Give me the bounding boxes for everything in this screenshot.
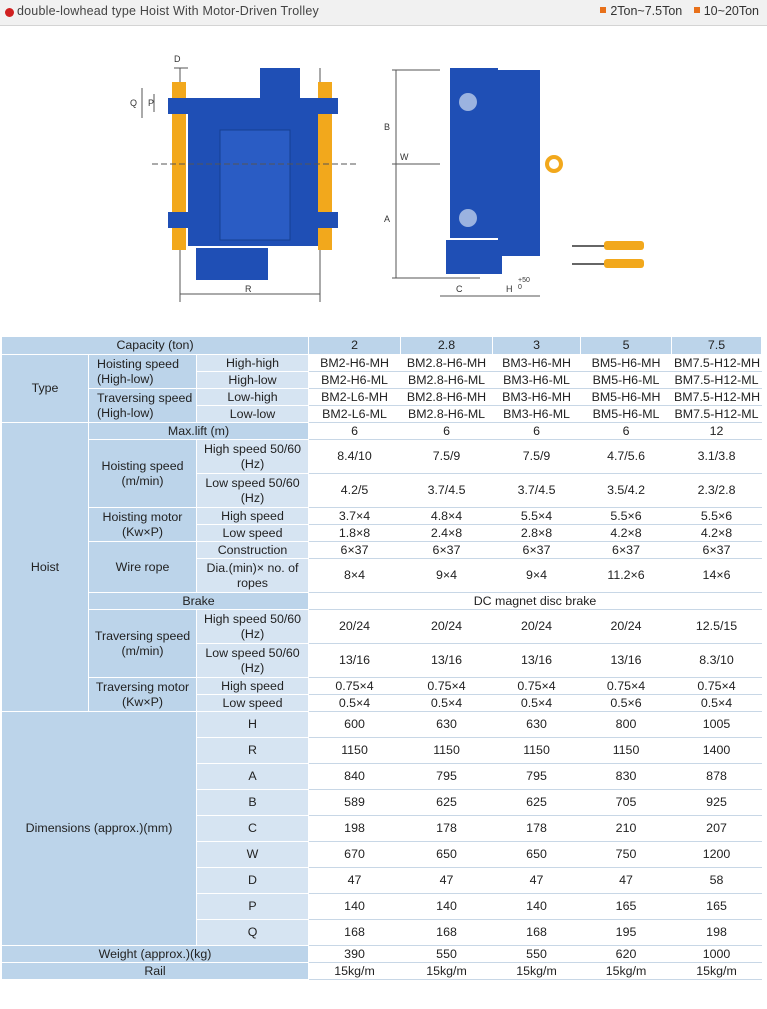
model-cell: BM3-H6-MH <box>493 389 581 406</box>
hoist-drawing <box>100 40 660 310</box>
mode-label: Low-high <box>197 389 309 406</box>
pendant-switch <box>572 241 644 268</box>
brake-row <box>2 593 762 610</box>
dimension-value: 198 <box>309 816 401 842</box>
trav-speed-value: 13/16 <box>581 644 672 678</box>
trav-motor-value: 0.75×4 <box>493 678 581 695</box>
dimension-value: 1200 <box>672 842 762 868</box>
model-cell: BM2.8-H6-MH <box>401 389 493 406</box>
dimension-value: 630 <box>401 712 493 738</box>
low-speed-hz-label: Low speed 50/60 (Hz) <box>197 474 309 508</box>
dimension-value: 207 <box>672 816 762 842</box>
trav-speed-value: 20/24 <box>493 610 581 644</box>
weight-row <box>2 946 762 963</box>
dimension-value: 705 <box>581 790 672 816</box>
maxlift-value: 6 <box>309 423 401 440</box>
trav-motor-high-row <box>2 678 762 695</box>
high-speed-hz-label: High speed 50/60 (Hz) <box>197 440 309 474</box>
hoist-motor-value: 5.5×6 <box>581 508 672 525</box>
dia-value: 11.2×6 <box>581 559 672 593</box>
hoist-motor-value: 1.8×8 <box>309 525 401 542</box>
trav-speed-value: 20/24 <box>581 610 672 644</box>
page-title: double-lowhead type Hoist With Motor-Driven Trolley <box>17 4 319 18</box>
hoist-speed-value: 3.7/4.5 <box>401 474 493 508</box>
model-cell: BM2.8-H6-ML <box>401 372 493 389</box>
dia-value: 9×4 <box>493 559 581 593</box>
wire-rope-label: Wire rope <box>89 542 197 593</box>
trav-speed-value: 13/16 <box>401 644 493 678</box>
dimensions-section <box>2 712 762 946</box>
hoist-speed-value: 2.3/2.8 <box>672 474 762 508</box>
dimension-key: C <box>197 816 309 842</box>
hoist-speed-value: 4.2/5 <box>309 474 401 508</box>
model-cell: BM3-H6-MH <box>493 355 581 372</box>
dimension-value: 58 <box>672 868 762 894</box>
dim-h-label: H <box>506 284 513 294</box>
model-cell: BM5-H6-ML <box>581 406 672 423</box>
rail-value: 15kg/m <box>581 963 672 980</box>
dimension-key: A <box>197 764 309 790</box>
trav-motor-value: 0.5×4 <box>672 695 762 712</box>
hoist-speed-value: 3.7/4.5 <box>493 474 581 508</box>
model-cell: BM2-H6-ML <box>309 372 401 389</box>
model-cell: BM7.5-H12-ML <box>672 372 762 389</box>
construction-value: 6×37 <box>309 542 401 559</box>
model-cell: BM5-H6-ML <box>581 372 672 389</box>
hoist-motor-value: 5.5×6 <box>672 508 762 525</box>
side-view <box>384 68 561 296</box>
maxlift-value: 12 <box>672 423 762 440</box>
rail-value: 15kg/m <box>493 963 581 980</box>
dia-value: 14×6 <box>672 559 762 593</box>
dimension-value: 1005 <box>672 712 762 738</box>
maxlift-row <box>2 423 762 440</box>
dimension-value: 1150 <box>581 738 672 764</box>
construction-value: 6×37 <box>401 542 493 559</box>
model-cell: BM2-L6-MH <box>309 389 401 406</box>
weight-value: 390 <box>309 946 401 963</box>
weight-value: 550 <box>493 946 581 963</box>
dimension-key: Q <box>197 920 309 946</box>
dimension-value: 140 <box>309 894 401 920</box>
tolerance-plus-label: +50 <box>518 277 530 284</box>
construction-row <box>2 542 762 559</box>
trav-motor-value: 0.5×6 <box>581 695 672 712</box>
capacity-links <box>592 4 759 18</box>
hoist-motor-value: 3.7×4 <box>309 508 401 525</box>
maxlift-value: 6 <box>581 423 672 440</box>
square-bullet-icon <box>694 7 700 13</box>
dim-d-label: D <box>174 54 181 64</box>
dimension-key: D <box>197 868 309 894</box>
dimension-value: 178 <box>401 816 493 842</box>
dimension-value: 600 <box>309 712 401 738</box>
weight-value: 550 <box>401 946 493 963</box>
dimension-value: 750 <box>581 842 672 868</box>
dimension-value: 198 <box>672 920 762 946</box>
link-10-20-ton[interactable]: 10~20Ton <box>694 4 759 18</box>
square-bullet-icon <box>600 7 606 13</box>
dimension-value: 925 <box>672 790 762 816</box>
low-speed-label: Low speed <box>197 525 309 542</box>
dimension-value: 1150 <box>401 738 493 764</box>
trav-motor-value: 0.5×4 <box>401 695 493 712</box>
hoist-motor-high-row <box>2 508 762 525</box>
dimension-key: B <box>197 790 309 816</box>
dimension-value: 168 <box>401 920 493 946</box>
hoist-speed-value: 4.7/5.6 <box>581 440 672 474</box>
dimension-value: 195 <box>581 920 672 946</box>
dimension-value: 178 <box>493 816 581 842</box>
weight-value: 1000 <box>672 946 762 963</box>
dimension-value: 800 <box>581 712 672 738</box>
dimension-value: 795 <box>401 764 493 790</box>
dia-value: 8×4 <box>309 559 401 593</box>
high-speed-label: High speed <box>197 508 309 525</box>
model-cell: BM5-H6-MH <box>581 389 672 406</box>
hoist-speed-value: 7.5/9 <box>493 440 581 474</box>
traversing-motor-label: Traversing motor (Kw×P) <box>89 678 197 712</box>
dimension-value: 47 <box>493 868 581 894</box>
dia-label: Dia.(min)× no. of ropes <box>197 559 309 593</box>
dimensions-label: Dimensions (approx.)(mm) <box>2 712 197 946</box>
front-view <box>130 54 358 302</box>
construction-value: 6×37 <box>672 542 762 559</box>
rail-row <box>2 963 762 980</box>
hoisting-speed-hl-label: Hoisting speed (High-low) <box>89 355 197 389</box>
dimension-key: P <box>197 894 309 920</box>
capacity-value: 3 <box>493 337 581 355</box>
rail-value: 15kg/m <box>401 963 493 980</box>
dimension-value: 47 <box>401 868 493 894</box>
dimension-value: 625 <box>493 790 581 816</box>
model-cell: BM3-H6-ML <box>493 372 581 389</box>
model-cell: BM5-H6-MH <box>581 355 672 372</box>
dimension-value: 878 <box>672 764 762 790</box>
dimension-value: 168 <box>309 920 401 946</box>
rail-label: Rail <box>2 963 309 980</box>
dimension-value: 140 <box>493 894 581 920</box>
type-row <box>2 355 762 372</box>
trav-motor-value: 0.75×4 <box>581 678 672 695</box>
hoist-speed-value: 3.5/4.2 <box>581 474 672 508</box>
high-speed-hz-label: High speed 50/60 (Hz) <box>197 610 309 644</box>
trav-motor-value: 0.5×4 <box>493 695 581 712</box>
dim-b-label: B <box>384 122 391 132</box>
dimension-key: H <box>197 712 309 738</box>
trav-speed-value: 13/16 <box>493 644 581 678</box>
model-cell: BM2-L6-ML <box>309 406 401 423</box>
trav-motor-value: 0.5×4 <box>309 695 401 712</box>
type-label: Type <box>2 355 89 423</box>
hoist-speed-value: 7.5/9 <box>401 440 493 474</box>
capacity-value: 7.5 <box>672 337 762 355</box>
trav-motor-value: 0.75×4 <box>401 678 493 695</box>
dimension-value: 1150 <box>493 738 581 764</box>
weight-label: Weight (approx.)(kg) <box>2 946 309 963</box>
maxlift-value: 6 <box>493 423 581 440</box>
capacity-value: 2.8 <box>401 337 493 355</box>
hoist-label: Hoist <box>2 423 89 712</box>
traversing-speed-label: Traversing speed (m/min) <box>89 610 197 678</box>
hoist-motor-value: 2.8×8 <box>493 525 581 542</box>
model-cell: BM7.5-H12-ML <box>672 406 762 423</box>
hoist-motor-value: 4.2×8 <box>672 525 762 542</box>
trav-motor-value: 0.75×4 <box>672 678 762 695</box>
dimension-value: 47 <box>309 868 401 894</box>
dimension-value: 168 <box>493 920 581 946</box>
traversing-speed-hl-label: Traversing speed (High-low) <box>89 389 197 423</box>
dimension-value: 210 <box>581 816 672 842</box>
trav-speed-value: 8.3/10 <box>672 644 762 678</box>
tolerance-zero-label: 0 <box>518 284 522 291</box>
model-cell: BM7.5-H12-MH <box>672 389 762 406</box>
construction-value: 6×37 <box>493 542 581 559</box>
hoist-motor-value: 4.8×4 <box>401 508 493 525</box>
rail-value: 15kg/m <box>672 963 762 980</box>
title-bar <box>0 0 767 26</box>
dia-value: 9×4 <box>401 559 493 593</box>
trav-speed-value: 13/16 <box>309 644 401 678</box>
low-speed-label: Low speed <box>197 695 309 712</box>
dimension-value: 1400 <box>672 738 762 764</box>
brake-label: Brake <box>89 593 309 610</box>
dimension-value: 1150 <box>309 738 401 764</box>
trav-speed-high-row <box>2 610 762 644</box>
model-cell: BM2-H6-MH <box>309 355 401 372</box>
maxlift-value: 6 <box>401 423 493 440</box>
dim-p-label: P <box>148 98 155 108</box>
weight-value: 620 <box>581 946 672 963</box>
dimension-value: 840 <box>309 764 401 790</box>
dimension-value: 650 <box>493 842 581 868</box>
brake-value: DC magnet disc brake <box>309 593 762 610</box>
hoist-motor-value: 5.5×4 <box>493 508 581 525</box>
construction-value: 6×37 <box>581 542 672 559</box>
link-2-7-5-ton[interactable]: 2Ton~7.5Ton <box>600 4 682 18</box>
type-row <box>2 389 762 406</box>
hoist-speed-value: 3.1/3.8 <box>672 440 762 474</box>
model-cell: BM2.8-H6-MH <box>401 355 493 372</box>
dim-a-label: A <box>384 214 391 224</box>
model-cell: BM7.5-H12-MH <box>672 355 762 372</box>
capacity-label: Capacity (ton) <box>2 337 309 355</box>
dim-w-label: W <box>400 152 409 162</box>
bullet-icon <box>5 8 14 17</box>
capacity-value: 5 <box>581 337 672 355</box>
high-speed-label: High speed <box>197 678 309 695</box>
trav-motor-value: 0.75×4 <box>309 678 401 695</box>
dimension-key: W <box>197 842 309 868</box>
mode-label: High-high <box>197 355 309 372</box>
low-speed-hz-label: Low speed 50/60 (Hz) <box>197 644 309 678</box>
dimension-value: 650 <box>401 842 493 868</box>
dimension-value: 165 <box>672 894 762 920</box>
trav-speed-value: 12.5/15 <box>672 610 762 644</box>
dimension-value: 630 <box>493 712 581 738</box>
trav-speed-value: 20/24 <box>309 610 401 644</box>
dimension-value: 47 <box>581 868 672 894</box>
capacity-row <box>2 337 762 355</box>
hoisting-speed-label: Hoisting speed (m/min) <box>89 440 197 508</box>
rail-value: 15kg/m <box>309 963 401 980</box>
dimension-row <box>2 712 762 738</box>
dimension-value: 165 <box>581 894 672 920</box>
dimension-value: 140 <box>401 894 493 920</box>
dimension-value: 670 <box>309 842 401 868</box>
hoist-motor-value: 4.2×8 <box>581 525 672 542</box>
hoist-speed-high-row <box>2 440 762 474</box>
hoist-motor-value: 2.4×8 <box>401 525 493 542</box>
dimension-key: R <box>197 738 309 764</box>
model-cell: BM3-H6-ML <box>493 406 581 423</box>
dimension-value: 625 <box>401 790 493 816</box>
hoisting-motor-label: Hoisting motor (Kw×P) <box>89 508 197 542</box>
construction-label: Construction <box>197 542 309 559</box>
hoist-speed-value: 8.4/10 <box>309 440 401 474</box>
mode-label: High-low <box>197 372 309 389</box>
capacity-value: 2 <box>309 337 401 355</box>
dimension-value: 589 <box>309 790 401 816</box>
model-cell: BM2.8-H6-ML <box>401 406 493 423</box>
dim-q-label: Q <box>130 98 138 108</box>
dim-r-label: R <box>245 284 252 294</box>
maxlift-label: Max.lift (m) <box>89 423 309 440</box>
dimension-value: 795 <box>493 764 581 790</box>
mode-label: Low-low <box>197 406 309 423</box>
spec-table <box>1 336 762 980</box>
dim-c-label: C <box>456 284 463 294</box>
dimension-value: 830 <box>581 764 672 790</box>
trav-speed-value: 20/24 <box>401 610 493 644</box>
